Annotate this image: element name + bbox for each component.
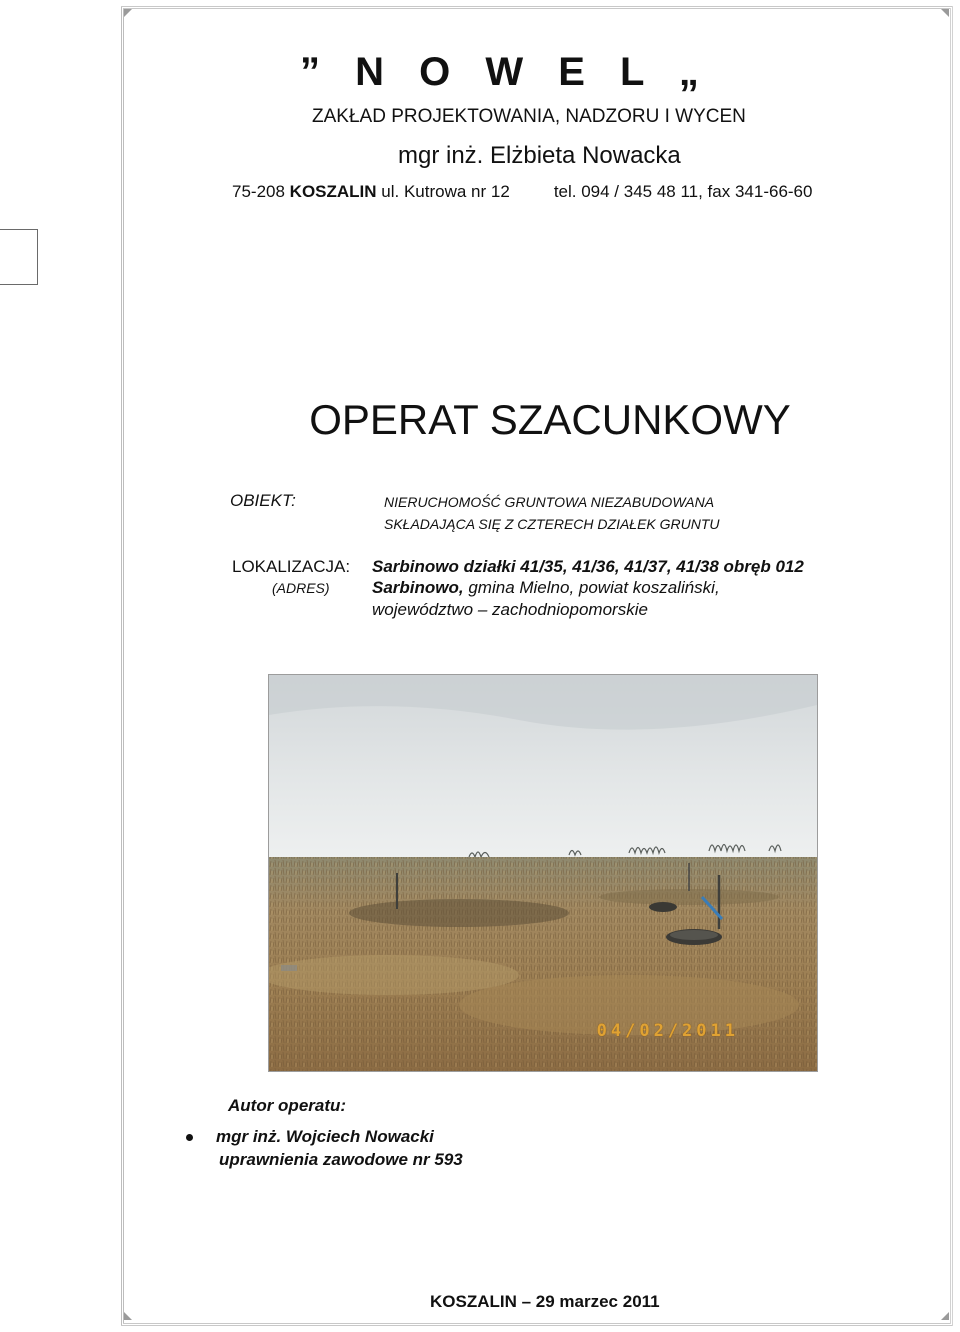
company-subtitle: ZAKŁAD PROJEKTOWANIA, NADZORU I WYCEN <box>312 106 746 127</box>
location-village: Sarbinowo, <box>372 578 464 597</box>
company-owner: mgr inż. Elżbieta Nowacka <box>398 142 681 169</box>
location-line2-rest: gmina Mielno, powiat koszaliński, <box>463 578 720 597</box>
company-address <box>232 182 812 202</box>
edge-tab <box>0 229 38 285</box>
corner-mark-bottom-left <box>124 1312 132 1320</box>
address-phone: tel. 094 / 345 48 11, fax 341-66-60 <box>553 182 813 201</box>
object-description-line2: SKŁADAJĄCA SIĘ Z CZTERECH DZIAŁEK GRUNTU <box>384 516 720 532</box>
corner-mark-top-left <box>124 9 132 17</box>
property-photo <box>268 674 818 1072</box>
author-name: mgr inż. Wojciech Nowacki <box>216 1127 434 1146</box>
location-line1: Sarbinowo działki 41/35, 41/36, 41/37, 41/38 obręb 012 <box>372 557 804 576</box>
corner-mark-bottom-right <box>941 1312 949 1320</box>
bullet-icon <box>186 1134 193 1141</box>
address-street: ul. Kutrowa nr 12 <box>376 182 510 201</box>
address-city: KOSZALIN <box>289 182 377 201</box>
photo-date-stamp: 04/02/2011 <box>596 1021 739 1041</box>
author-label: Autor operatu: <box>228 1096 347 1115</box>
location-line2 <box>372 578 720 598</box>
company-name: ” N O W E L „ <box>300 50 711 94</box>
object-description-line1: NIERUCHOMOŚĆ GRUNTOWA NIEZABUDOWANA <box>384 494 715 510</box>
address-label: (ADRES) <box>272 580 330 596</box>
author-permit: uprawnienia zawodowe nr 593 <box>219 1150 463 1169</box>
photo-field-scene <box>269 675 817 1071</box>
footer-place-date: KOSZALIN – 29 marzec 2011 <box>430 1292 660 1311</box>
corner-mark-top-right <box>941 9 949 17</box>
object-label: OBIEKT: <box>230 491 296 510</box>
location-line3: województwo – zachodniopomorskie <box>372 600 648 619</box>
location-label: LOKALIZACJA: <box>232 557 351 576</box>
document-title: OPERAT SZACUNKOWY <box>309 396 791 443</box>
address-prefix: 75-208 <box>232 182 290 201</box>
